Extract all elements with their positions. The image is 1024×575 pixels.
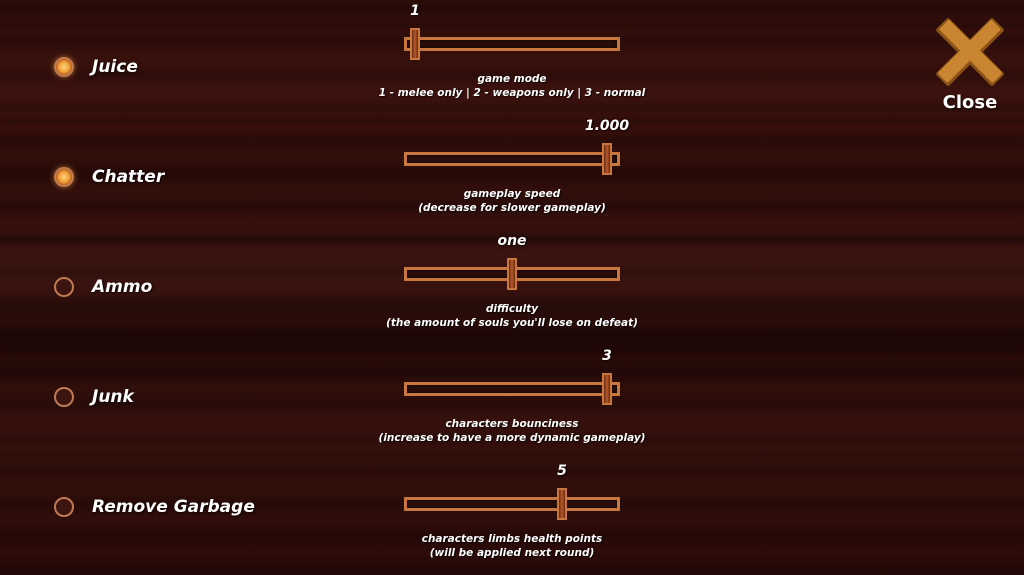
slider-track[interactable] [404, 37, 620, 51]
slider-value: 1 [410, 3, 420, 19]
radio-button[interactable] [54, 167, 74, 187]
toggle-juice[interactable] [54, 54, 138, 80]
slider-characters-bounciness[interactable] [404, 348, 620, 396]
toggle-chatter[interactable] [54, 164, 164, 190]
wood-grain [0, 452, 1024, 458]
toggle-label: Remove Garbage [92, 497, 255, 517]
caption-subtitle: 1 - melee only | 2 - weapons only | 3 - normal [378, 87, 646, 99]
wood-grain [0, 348, 1024, 354]
caption-subtitle: (the amount of souls you'll lose on defeat) [386, 317, 638, 329]
slider-caption-gameplay-speed [340, 187, 684, 215]
slider-track[interactable] [404, 497, 620, 511]
radio-button[interactable] [54, 497, 74, 517]
caption-subtitle: (increase to have a more dynamic gameplay) [378, 432, 646, 444]
slider-handle[interactable] [602, 373, 612, 405]
slider-value: 3 [602, 348, 612, 364]
slider-track[interactable] [404, 152, 620, 166]
toggle-label: Junk [92, 387, 134, 407]
slider-track[interactable] [404, 382, 620, 396]
slider-value: 1.000 [584, 118, 630, 134]
slider-handle[interactable] [557, 488, 567, 520]
caption-title: game mode [477, 73, 547, 85]
slider-handle[interactable] [507, 258, 517, 290]
slider-value: one [497, 233, 527, 249]
close-button[interactable] [930, 16, 1010, 122]
slider-value: 5 [557, 463, 567, 479]
radio-button[interactable] [54, 277, 74, 297]
slider-difficulty[interactable] [404, 233, 620, 281]
slider-caption-limbs-health [340, 532, 684, 560]
slider-limbs-health[interactable] [404, 463, 620, 511]
slider-caption-characters-bounciness [340, 417, 684, 445]
toggle-label: Ammo [92, 277, 153, 297]
toggle-remove-garbage[interactable] [54, 494, 255, 520]
slider-gameplay-speed[interactable] [404, 118, 630, 166]
wood-grain [0, 22, 1024, 28]
toggle-label: Chatter [92, 167, 165, 187]
caption-title: difficulty [485, 303, 539, 315]
close-label: Close [942, 92, 998, 113]
caption-title: gameplay speed [463, 188, 561, 200]
slider-game-mode[interactable] [404, 3, 620, 51]
radio-button[interactable] [54, 387, 74, 407]
caption-subtitle: (decrease for slower gameplay) [418, 202, 606, 214]
toggle-junk[interactable] [54, 384, 134, 410]
toggle-ammo[interactable] [54, 274, 152, 300]
wood-grain [0, 118, 1024, 124]
caption-subtitle: (will be applied next round) [429, 547, 595, 559]
radio-button[interactable] [54, 57, 74, 77]
slider-caption-game-mode [340, 72, 684, 100]
toggle-label: Juice [92, 57, 138, 77]
caption-title: characters bounciness [445, 418, 579, 430]
close-x-icon[interactable] [932, 16, 1008, 88]
slider-handle[interactable] [602, 143, 612, 175]
caption-title: characters limbs health points [421, 533, 603, 545]
slider-handle[interactable] [410, 28, 420, 60]
slider-caption-difficulty [340, 302, 684, 330]
